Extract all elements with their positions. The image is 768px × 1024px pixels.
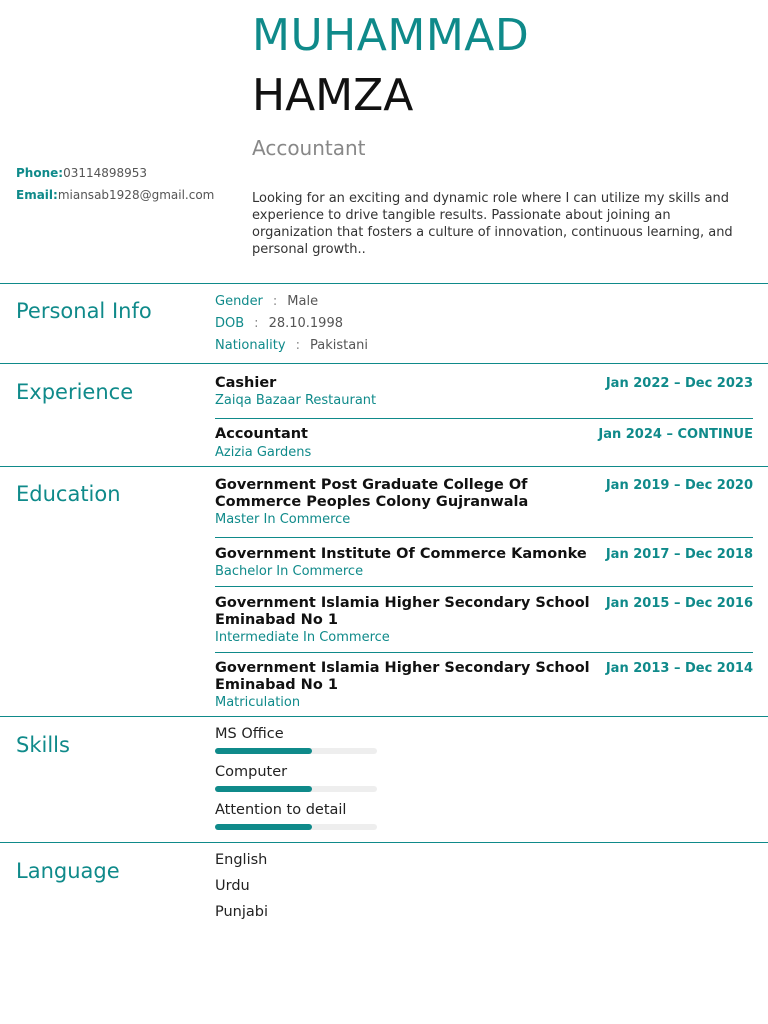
entry-divider	[215, 418, 753, 419]
education-school: Government Islamia Higher Secondary School Eminabad No 1	[215, 660, 590, 693]
divider	[0, 466, 768, 467]
education-school: Government Islamia Higher Secondary School Eminabad No 1	[215, 595, 590, 628]
summary: Looking for an exciting and dynamic role where I can utilize my skills and experience to drive tangible results. Passionate about joining an organization that fosters a culture of innovation, continuous learning, and personal growth..	[252, 191, 733, 257]
skill-bar	[215, 786, 377, 792]
phone-label: Phone:	[16, 166, 64, 180]
skill-bar	[215, 824, 377, 830]
skill-name: MS Office	[215, 726, 284, 742]
education-date: Jan 2015 – Dec 2016	[605, 596, 753, 611]
email-value: miansab1928@gmail.com	[57, 188, 215, 202]
education-date: Jan 2013 – Dec 2014	[605, 661, 753, 676]
language-item: Punjabi	[215, 904, 269, 920]
info-separator: :	[272, 294, 278, 309]
language-item: Urdu	[215, 878, 250, 894]
phone-value: 03114898953	[63, 166, 148, 180]
skill-bar-fill	[215, 786, 312, 792]
divider	[0, 283, 768, 284]
first-name: MUHAMMAD	[252, 10, 530, 61]
education-date: Jan 2017 – Dec 2018	[605, 547, 753, 562]
info-key: DOB	[215, 316, 245, 331]
section-language-title: Language	[16, 859, 120, 883]
contact-email	[16, 188, 214, 202]
job-title: Accountant	[252, 136, 366, 160]
info-value: Pakistani	[309, 338, 369, 353]
education-school: Government Post Graduate College Of Commerce Peoples Colony Gujranwala	[215, 477, 529, 510]
experience-title: Cashier	[215, 375, 277, 391]
skill-bar	[215, 748, 377, 754]
education-degree: Matriculation	[215, 695, 301, 710]
email-label: Email:	[16, 188, 58, 202]
info-key: Nationality	[215, 338, 286, 353]
experience-org: Azizia Gardens	[215, 445, 312, 460]
language-item: English	[215, 852, 268, 868]
experience-title: Accountant	[215, 426, 308, 442]
info-separator: :	[295, 338, 300, 353]
experience-date: Jan 2024 – CONTINUE	[598, 427, 753, 442]
section-personal-info-title: Personal Info	[16, 299, 152, 323]
info-separator: :	[254, 316, 259, 331]
education-degree: Intermediate In Commerce	[215, 630, 390, 645]
skill-bar-fill	[215, 824, 312, 830]
education-degree: Master In Commerce	[215, 512, 351, 527]
info-key: Gender	[215, 294, 263, 309]
experience-org: Zaiqa Bazaar Restaurant	[215, 393, 377, 408]
info-row-nationality	[215, 338, 368, 353]
entry-divider	[215, 652, 753, 653]
info-value: Male	[287, 294, 319, 309]
divider	[0, 363, 768, 364]
education-degree: Bachelor In Commerce	[215, 564, 364, 579]
skill-name: Computer	[215, 764, 288, 780]
info-row-dob	[215, 316, 343, 331]
education-school: Government Institute Of Commerce Kamonke	[215, 546, 587, 562]
skill-bar-fill	[215, 748, 312, 754]
divider	[0, 716, 768, 717]
section-experience-title: Experience	[16, 380, 134, 404]
info-value: 28.10.1998	[268, 316, 343, 331]
section-skills-title: Skills	[16, 733, 70, 757]
divider	[0, 842, 768, 843]
entry-divider	[215, 537, 753, 538]
skill-name: Attention to detail	[215, 802, 347, 818]
info-row-gender	[215, 294, 318, 309]
last-name: HAMZA	[252, 70, 414, 121]
entry-divider	[215, 586, 753, 587]
section-education-title: Education	[16, 482, 121, 506]
education-date: Jan 2019 – Dec 2020	[605, 478, 753, 493]
contact-phone	[16, 166, 147, 180]
experience-date: Jan 2022 – Dec 2023	[605, 376, 753, 391]
